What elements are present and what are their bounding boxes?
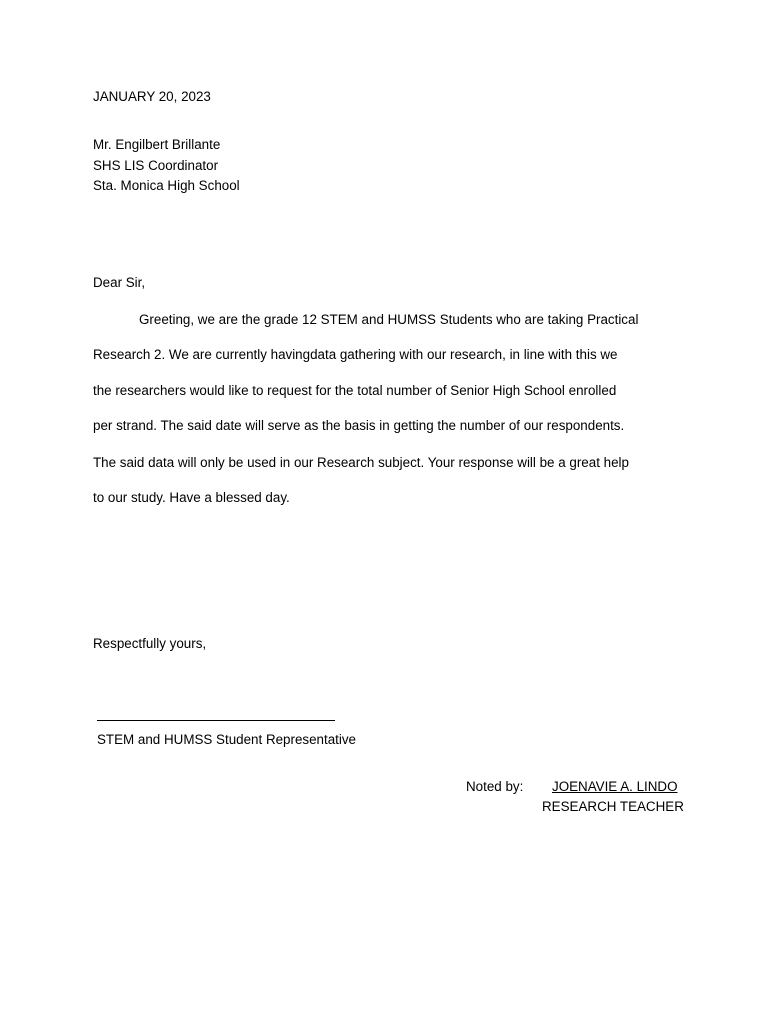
- body-line: the researchers would like to request for the total number of Senior High School enrolled: [93, 383, 617, 398]
- letter-date: JANUARY 20, 2023: [93, 89, 211, 104]
- body-line: Greeting, we are the grade 12 STEM and HUMSS Students who are taking Practical: [139, 312, 639, 327]
- body-line: to our study. Have a blessed day.: [93, 490, 290, 505]
- noted-by-label: Noted by:: [466, 779, 524, 794]
- closing: Respectfully yours,: [93, 636, 207, 651]
- body-line: The said data will only be used in our Research subject. Your response will be a great help: [93, 455, 629, 470]
- recipient-school: Sta. Monica High School: [93, 178, 240, 193]
- noted-by-title: RESEARCH TEACHER: [542, 799, 684, 814]
- body-line: Research 2. We are currently havingdata gathering with our research, in line with this we: [93, 347, 618, 362]
- recipient-position: SHS LIS Coordinator: [93, 158, 219, 173]
- noted-by-name: JOENAVIE A. LINDO: [552, 779, 678, 794]
- signatory-title: STEM and HUMSS Student Representative: [97, 732, 357, 747]
- body-line: per strand. The said date will serve as the basis in getting the number of our respondents.: [93, 418, 625, 433]
- recipient-name: Mr. Engilbert Brillante: [93, 137, 221, 152]
- salutation: Dear Sir,: [93, 275, 146, 290]
- signature-line: [97, 720, 335, 721]
